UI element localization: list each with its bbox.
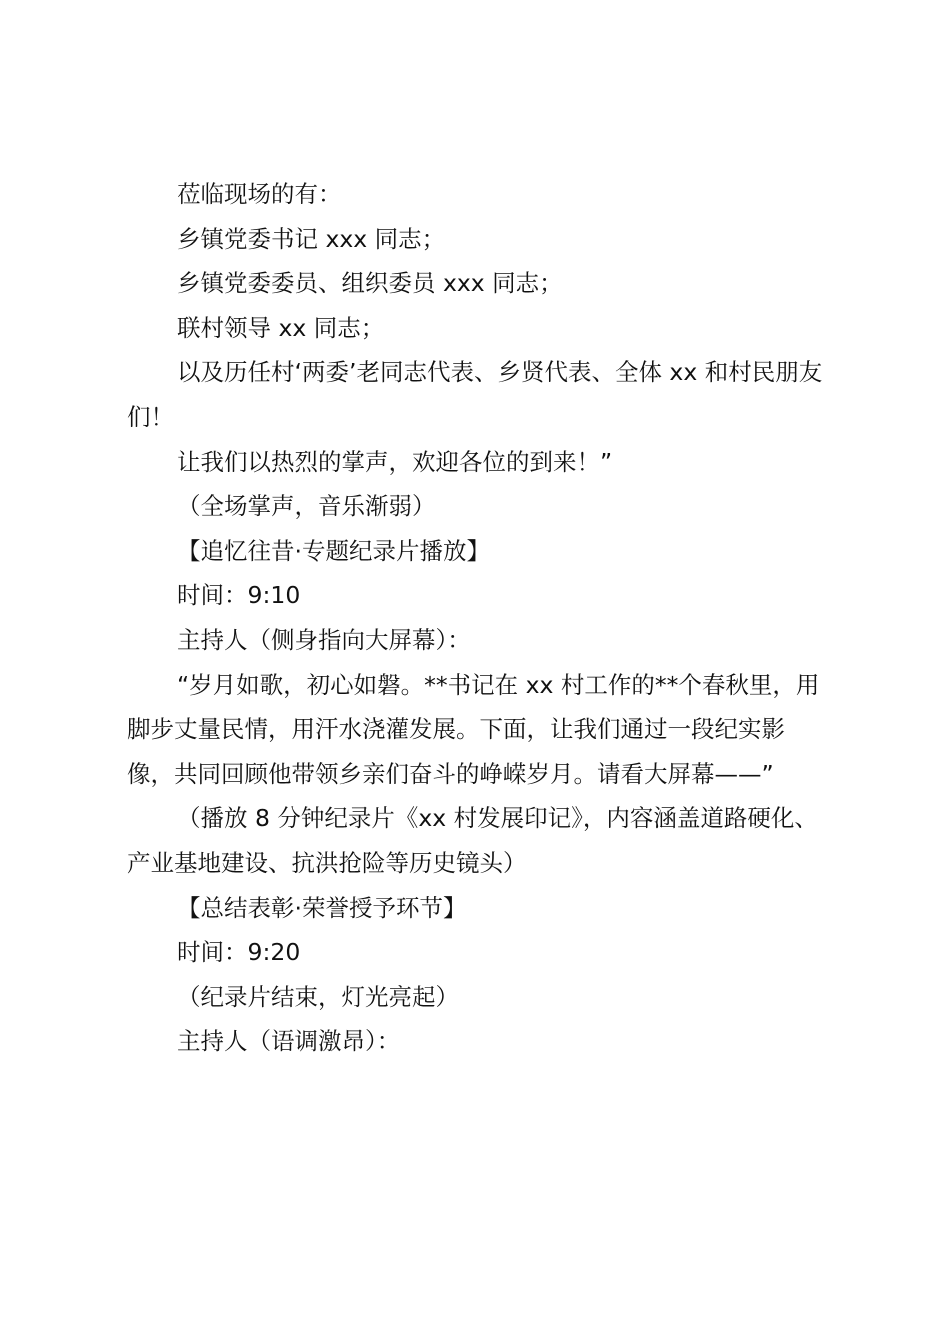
paragraph-attendees-intro: 莅临现场的有：	[177, 180, 342, 208]
paragraph-host-cue: 主持人（侧身指向大屏幕）：	[177, 625, 471, 654]
section-heading-documentary: 【追忆往昔·专题纪录片播放】	[177, 536, 490, 565]
paragraph-organization-member: 乡镇党委委员、组织委员 xxx 同志；	[177, 269, 563, 298]
paragraph-party-secretary: 乡镇党委书记 xxx 同志；	[177, 224, 446, 253]
document-body	[127, 172, 827, 1064]
paragraph-time: 时间：9:10	[177, 581, 301, 610]
section-heading-awards: 【总结表彰·荣誉授予环节】	[177, 893, 467, 922]
paragraph-host-cue: 主持人（语调激昂）：	[177, 1027, 401, 1056]
paragraph-time: 时间：9:20	[177, 938, 301, 967]
paragraph-village-leader: 联村领导 xx 同志；	[177, 313, 385, 342]
paragraph-documentary-note: （播放 8 分钟纪录片《xx 村发展印记》，内容涵盖道路硬化、产业基地建设、抗洪抢险等历史镜头）	[127, 804, 818, 877]
paragraph-representatives: 以及历任村‘两委’老同志代表、乡贤代表、全体 xx 和村民朋友们！	[127, 358, 823, 431]
paragraph-stage-direction: （纪录片结束，灯光亮起）	[177, 982, 459, 1011]
paragraph-host-speech: “岁月如歌，初心如磐。**书记在 xx 村工作的**个春秋里，用脚步丈量民情，用汗水浇灌发展。下面，让我们通过一段纪实影像，共同回顾他带领乡亲们奋斗的峥嵘岁月。请看大屏幕——”	[127, 670, 820, 788]
paragraph-stage-direction: （全场掌声，音乐渐弱）	[177, 492, 436, 521]
paragraph-welcome-applause: 让我们以热烈的掌声，欢迎各位的到来！”	[177, 447, 613, 476]
